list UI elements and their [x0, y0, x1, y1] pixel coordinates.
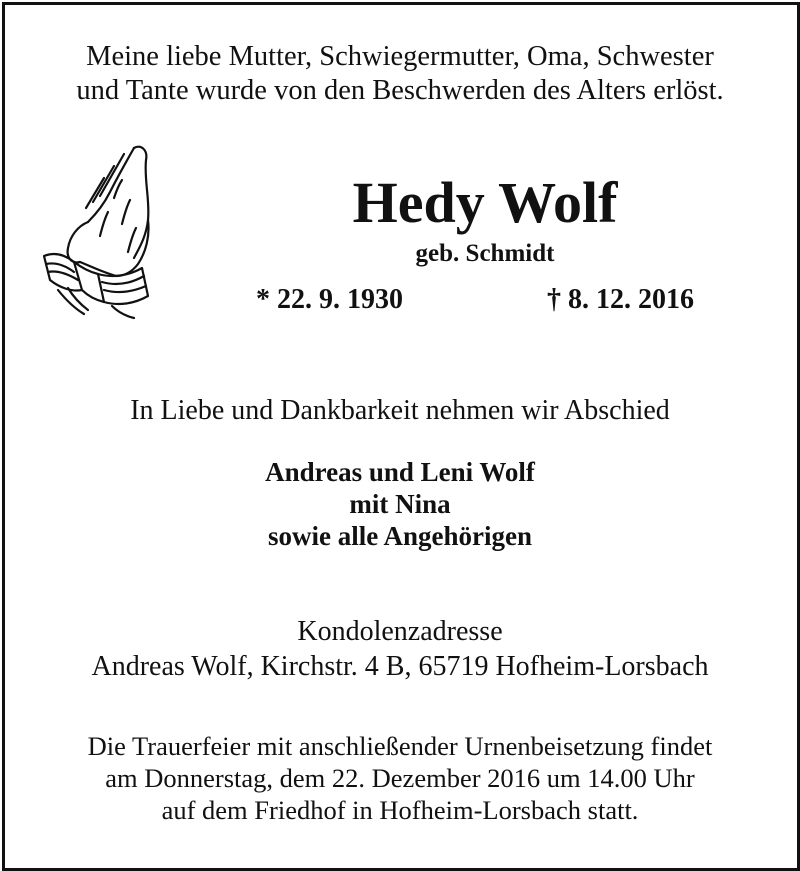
death-date: † 8. 12. 2016	[547, 284, 694, 315]
deceased-name: Hedy Wolf	[352, 170, 618, 235]
intro-line-1: Meine liebe Mutter, Schwiegermutter, Oma, Schwester	[86, 41, 714, 72]
mourner-line-1: Andreas und Leni Wolf	[265, 457, 535, 487]
maiden-name: geb. Schmidt	[415, 240, 555, 267]
condolence-address-line: Andreas Wolf, Kirchstr. 4 B, 65719 Hofheim-Lorsbach	[91, 651, 709, 682]
mourner-line-3: sowie alle Angehörigen	[268, 521, 532, 551]
mourner-line-2: mit Nina	[349, 489, 451, 519]
condolence-address	[0, 614, 800, 684]
mourners-list	[0, 456, 800, 552]
birth-date: * 22. 9. 1930	[256, 284, 403, 315]
service-line-2: am Donnerstag, dem 22. Dezember 2016 um 14.00 Uhr	[105, 763, 695, 793]
service-line-3: auf dem Friedhof in Hofheim-Lorsbach statt.	[161, 795, 639, 825]
farewell-text: In Liebe und Dankbarkeit nehmen wir Abschied	[130, 395, 670, 426]
intro-line-2: und Tante wurde von den Beschwerden des Alters erlöst.	[76, 75, 724, 106]
intro-text	[0, 40, 800, 108]
condolence-title: Kondolenzadresse	[297, 616, 503, 647]
praying-hands-icon	[38, 140, 156, 322]
service-info	[0, 730, 800, 826]
service-line-1: Die Trauerfeier mit anschließender Urnenbeisetzung findet	[87, 731, 713, 761]
